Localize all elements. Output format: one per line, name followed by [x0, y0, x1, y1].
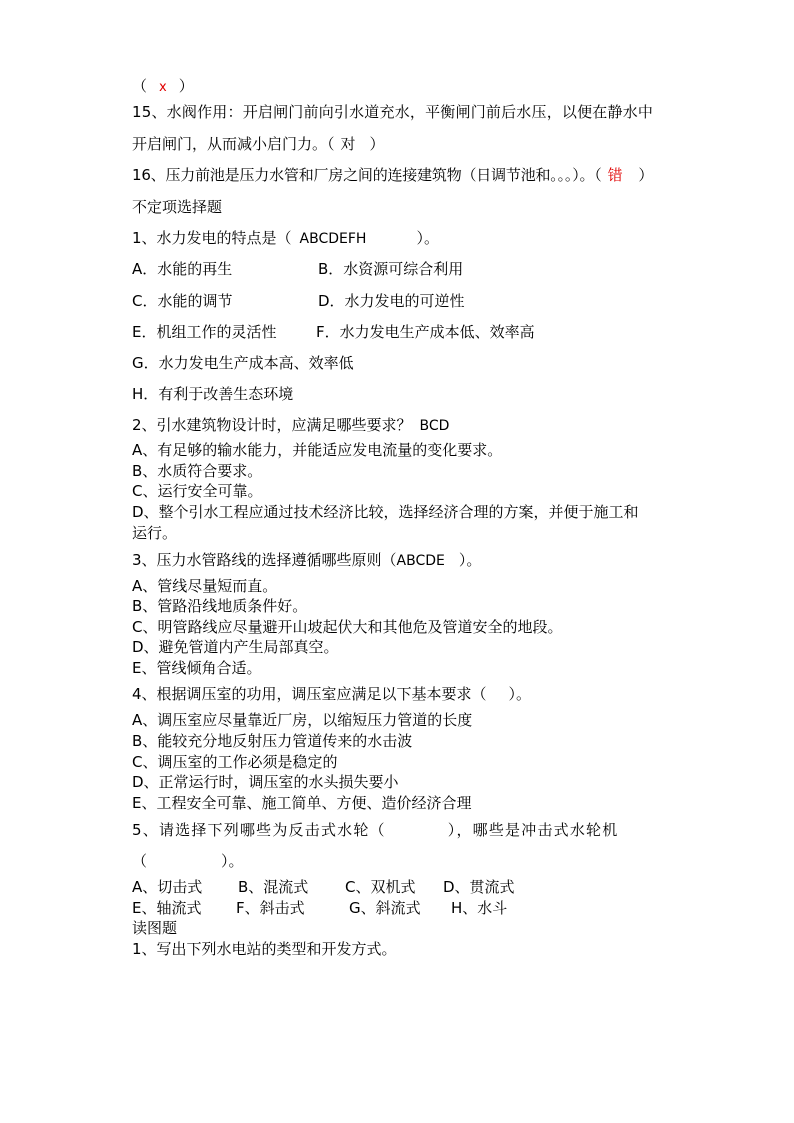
mq4-stem-post: ）。 [508, 685, 532, 703]
mq1-option-a: A．水能的再生 [132, 260, 233, 278]
mq3-option-d: D、避免管道内产生局部真空。 [132, 638, 339, 656]
mq2-stem [132, 415, 449, 436]
mq1-stem-post: ）。 [416, 229, 439, 247]
mq3-option-e: E、管线倾角合适。 [132, 659, 262, 677]
q15-line1: 15、水阀作用：开启闸门前向引水道充水，平衡闸门前后水压，以便在静水中 [132, 103, 654, 121]
mq4-option-c: C、调压室的工作必须是稳定的 [132, 753, 338, 771]
mq2-option-d-cont: 运行。 [132, 524, 178, 542]
mq2-answer: BCD [419, 418, 450, 434]
mq2-option-b: B、水质符合要求。 [132, 462, 263, 480]
mq1-option-e: E．机组工作的灵活性 [132, 323, 277, 341]
mq5-close-paren: ）。 [221, 852, 244, 870]
section-heading-multi: 不定项选择题 [132, 198, 223, 216]
mq1-option-f: F．水力发电生产成本低、效率高 [316, 323, 535, 341]
q15-answer: 对 [340, 135, 356, 153]
mq5-stem-line1 [132, 820, 618, 840]
mq4-stem [132, 684, 531, 704]
q16-text: 16、压力前池是压力水管和厂房之间的连接建筑物（日调节池和。。。）。（ [132, 166, 602, 184]
mq3-option-a: A、管线尽量短而直。 [132, 577, 278, 595]
section-heading-diagram: 读图题 [132, 919, 178, 937]
mq4-stem-pre: 4、根据调压室的功用，调压室应满足以下基本要求（ [132, 685, 487, 703]
mq5-option-h: H、水斗 [451, 899, 508, 917]
mq5-stem-line2 [132, 851, 244, 871]
mq1-option-g: G．水力发电生产成本高、效率低 [132, 354, 354, 372]
mq1-option-b: B．水资源可综合利用 [318, 260, 464, 278]
q14-answer-line [132, 76, 194, 98]
mq5-option-b: B、混流式 [238, 878, 309, 896]
mq3-option-c: C、明管路线应尽量避开山坡起伏大和其他危及管道安全的地段。 [132, 618, 563, 636]
mq1-stem-pre: 1、水力发电的特点是（ [132, 229, 292, 247]
mq5-option-a: A、切击式 [132, 878, 203, 896]
q14-answer: x [159, 80, 167, 95]
dq1-stem: 1、写出下列水电站的类型和开发方式。 [132, 940, 397, 958]
mq1-option-h: H．有利于改善生态环境 [132, 385, 294, 403]
mq1-option-c: C．水能的调节 [132, 292, 233, 310]
mq3-stem [132, 550, 481, 571]
mq3-stem-post: ）。 [458, 551, 482, 569]
mq2-option-d: D、整个引水工程应通过技术经济比较，选择经济合理的方案，并便于施工和 [132, 503, 639, 521]
mq3-stem-pre: 3、压力水管路线的选择遵循哪些原则（ [132, 551, 397, 569]
mq5-option-d: D、贯流式 [443, 878, 515, 896]
q16-answer: 错 [607, 166, 623, 184]
mq4-option-b: B、能较充分地反射压力管道传来的水击波 [132, 732, 413, 750]
mq5-option-f: F、斜击式 [236, 899, 305, 917]
mq4-option-a: A、调压室应尽量靠近厂房，以缩短压力管道的长度 [132, 711, 473, 729]
q14-open-paren: （ [132, 77, 148, 95]
mq5-option-g: G、斜流式 [349, 899, 421, 917]
q14-close-paren: ） [178, 77, 194, 95]
mq5-stem-pre: 5、请选择下列哪些为反击式水轮（ [132, 821, 386, 839]
q15-line2 [132, 134, 385, 154]
mq1-answer: ABCDEFH [299, 231, 367, 247]
q15-line2-text: 开启闸门，从而减小启门力。（ [132, 135, 335, 153]
mq5-stem-mid: ），哪些是冲击式水轮机 [447, 821, 619, 839]
mq2-option-a: A、有足够的输水能力，并能适应发电流量的变化要求。 [132, 441, 503, 459]
q16-line [132, 165, 653, 185]
mq1-stem [132, 228, 439, 249]
q16-close-paren: ） [638, 166, 654, 184]
mq3-answer: ABCDE [396, 553, 445, 569]
mq5-option-e: E、轴流式 [132, 899, 202, 917]
mq3-option-b: B、管路沿线地质条件好。 [132, 597, 308, 615]
mq5-open-paren: （ [132, 852, 148, 870]
mq5-option-c: C、双机式 [345, 878, 416, 896]
mq2-stem-text: 2、引水建筑物设计时，应满足哪些要求？ [132, 416, 412, 434]
mq1-option-d: D．水力发电的可逆性 [318, 292, 465, 310]
mq2-option-c: C、运行安全可靠。 [132, 482, 263, 500]
q15-close-paren: ） [369, 135, 385, 153]
mq4-option-e: E、工程安全可靠、施工简单、方便、造价经济合理 [132, 794, 472, 812]
mq4-option-d: D、正常运行时，调压室的水头损失要小 [132, 773, 399, 791]
